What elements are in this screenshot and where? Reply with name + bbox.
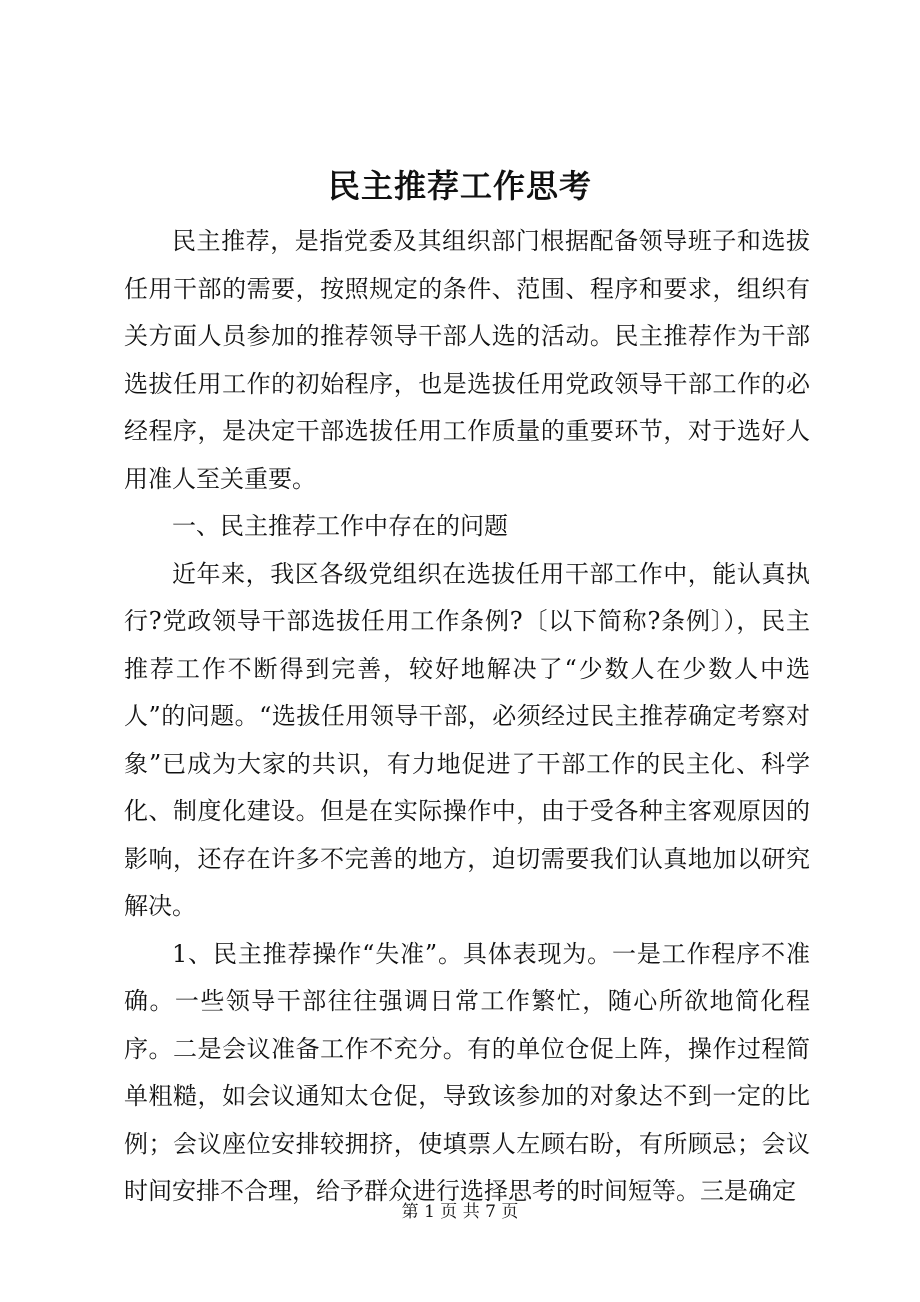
document-body <box>124 218 810 1216</box>
document-title: 民主推荐工作思考 <box>327 167 592 205</box>
paragraph-problems: 近年来，我区各级党组织在选拔任用干部工作中，能认真执行?党政领导干部选拔任用工作条例?〔以下简称?条例〕），民主推荐工作不断得到完善，较好地解决了“少数人在少数人中选人”的问题。“选拔任用领导干部，必须经过民主推荐确定考察对象”已成为大家的共识，有力地促进了干部工作的民主化、科学化、制度化建设。但是在实际操作中，由于受各种主客观原因的影响，还存在许多不完善的地方，迫切需要我们认真地加以研究解决。 <box>124 559 810 920</box>
paragraph-intro: 民主推荐，是指党委及其组织部门根据配备领导班子和选拔任用干部的需要，按照规定的条件、范围、程序和要求，组织有关方面人员参加的推荐领导干部人选的活动。民主推荐作为干部选拔任用工作的初始程序，也是选拔任用党政领导干部工作的必经程序，是决定干部选拔任用工作质量的重要环节，对于选好人用准人至关重要。 <box>124 227 810 493</box>
section-heading: 一、民主推荐工作中存在的问题 <box>172 512 508 540</box>
paragraph-point-1: 1、民主推荐操作“失准”。具体表现为。一是工作程序不准确。一些领导干部往往强调日常工作繁忙，随心所欲地简化程序。二是会议准备工作不充分。有的单位仓促上阵，操作过程简单粗糙，如会议通知太仓促，导致该参加的对象达不到一定的比例；会议座位安排较拥挤，使填票人左顾右盼，有所顾忌；会议时间安排不合理，给予群众进行选择思考的时间短等。三是确定 <box>124 939 810 1205</box>
page-number-footer: 第 1 页 共 7 页 <box>401 1202 519 1222</box>
